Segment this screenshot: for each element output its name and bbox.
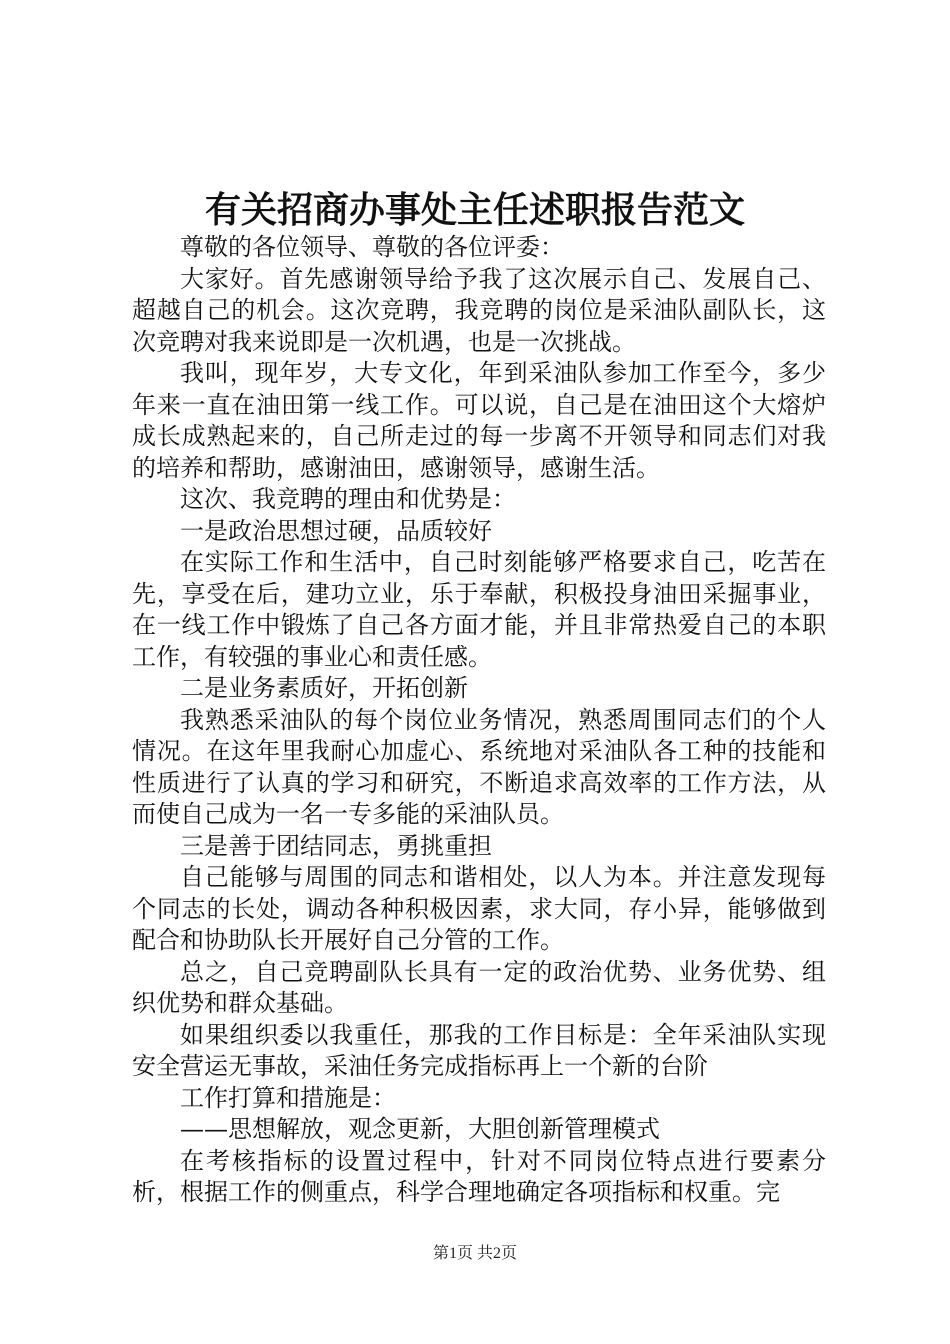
- paragraph: 在考核指标的设置过程中，针对不同岗位特点进行要素分析，根据工作的侧重点，科学合理地确定各项指标和权重。完: [132, 1146, 826, 1206]
- section-heading: 工作打算和措施是：: [180, 1083, 396, 1112]
- document-body: [132, 232, 826, 1209]
- paragraph: 这次、我竞聘的理由和优势是：: [180, 485, 516, 513]
- section-heading: 一是政治思想过硬，品质较好: [180, 516, 492, 545]
- paragraph: 我熟悉采油队的每个岗位业务情况，熟悉周围同志们的个人情况。在这年里我耐心加虚心、系统地对采油队各工种的技能和性质进行了认真的学习和研究，不断追求高效率的工作方法，从而使自己成为一名一专多能的采油队员。: [132, 705, 826, 828]
- paragraph: 总之，自己竞聘副队长具有一定的政治优势、业务优势、组织优势和群众基础。: [132, 957, 826, 1017]
- paragraph: 大家好。首先感谢领导给予我了这次展示自己、发展自己、超越自己的机会。这次竞聘，我竞聘的岗位是采油队副队长，这次竞聘对我来说即是一次机遇，也是一次挑战。: [132, 264, 826, 356]
- paragraph: 在实际工作和生活中，自己时刻能够严格要求自己，吃苦在先，享受在后，建功立业，乐于奉献，积极投身油田采掘事业，在一线工作中锻炼了自己各方面才能，并且非常热爱自己的本职工作，有较强的事业心和责任感。: [132, 548, 826, 671]
- section-heading: ——思想解放，观念更新，大胆创新管理模式: [180, 1115, 660, 1143]
- paragraph: 自己能够与周围的同志和谐相处，以人为本。并注意发现每个同志的长处，调动各种积极因素，求大同，存小异，能够做到配合和协助队长开展好自己分管的工作。: [132, 863, 826, 954]
- document-title: 有关招商办事处主任述职报告范文: [204, 189, 745, 231]
- paragraph-salutation: 尊敬的各位领导、尊敬的各位评委：: [180, 233, 564, 261]
- page-number-footer: 第1页 共2页: [432, 1245, 517, 1262]
- section-heading: 三是善于团结同志，勇挑重担: [180, 831, 492, 860]
- section-heading: 二是业务素质好，开拓创新: [180, 674, 468, 702]
- paragraph: 如果组织委以我重任，那我的工作目标是：全年采油队实现安全营运无事故，采油任务完成指标再上一个新的台阶: [132, 1020, 826, 1080]
- paragraph: 我叫，现年岁，大专文化，年到采油队参加工作至今，多少年来一直在油田第一线工作。可以说，自己是在油田这个大熔炉成长成熟起来的，自己所走过的每一步离不开领导和同志们对我的培养和帮助，感谢油田，感谢领导，感谢生活。: [132, 359, 826, 482]
